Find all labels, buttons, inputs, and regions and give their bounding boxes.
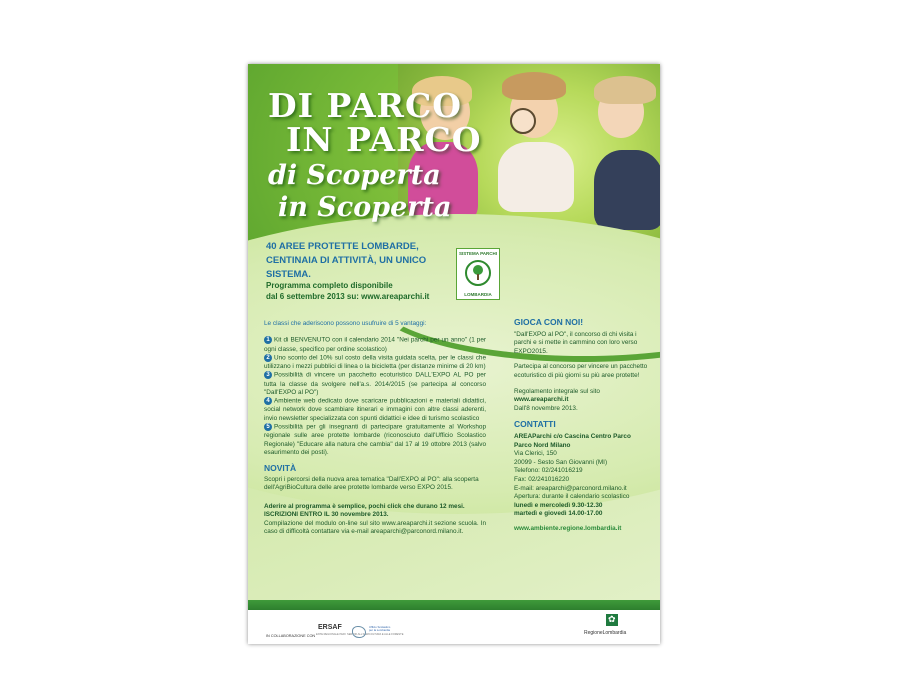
right-column bbox=[514, 318, 649, 533]
contact-org-1: AREAParchi c/o Cascina Centro Parco bbox=[514, 432, 631, 440]
fax: Fax: 02/241016220 bbox=[514, 475, 570, 483]
collab-label: IN COLLABORAZIONE CON bbox=[266, 634, 316, 638]
footer bbox=[248, 610, 660, 644]
magnifier-icon bbox=[510, 108, 536, 134]
child-hair-2 bbox=[502, 72, 566, 100]
regione-lombardia-icon: ✿ bbox=[606, 614, 618, 626]
headline bbox=[266, 240, 456, 282]
footer-band bbox=[248, 600, 660, 610]
opening-info: Apertura: durante il calendario scolastico bbox=[514, 493, 630, 501]
gioca-text-1: "Dall'EXPO al PO", il concorso di chi visita i parchi e si mette in cammino con loro verso EXPO2015. bbox=[514, 330, 638, 355]
regione-lombardia-name: RegioneLombardia bbox=[584, 630, 627, 636]
advantage-item bbox=[264, 371, 486, 397]
lombardy-map-icon bbox=[352, 626, 366, 638]
hours-2: martedì e giovedì 14.00-17.00 bbox=[514, 510, 603, 518]
sistema-parchi-logo bbox=[456, 248, 500, 300]
hours-1: lunedì e mercoledì 9.30-12.30 bbox=[514, 501, 603, 509]
advantage-item bbox=[264, 336, 486, 354]
advantage-text: Kit di BENVENUTO con il calendario 2014 "Nei parchi per un anno" (1 per ogni classe, specifico per ordine scolastico) bbox=[264, 337, 486, 353]
address-1: Via Clerici, 150 bbox=[514, 450, 557, 458]
program-line-1: Programma completo disponibile bbox=[266, 281, 393, 290]
number-badge-icon: 3 bbox=[264, 371, 272, 379]
novita-title: NOVITÀ bbox=[264, 462, 297, 473]
advantages-intro: Le classi che aderiscono possono usufruire di 5 vantaggi: bbox=[264, 320, 427, 327]
novita-text: Scopri i percorsi della nuova area tematica "Dall'EXPO al PO": alla scoperta dell'AgriBioCultura delle aree protette lombarde verso EXPO 2015. bbox=[264, 475, 479, 492]
title-line-1: DI PARCO bbox=[268, 86, 462, 125]
child-shirt-3 bbox=[594, 150, 660, 230]
ersaf-subtitle: ENTE REGIONALE PER I SERVIZI ALL'AGRICOLTURA E ALLE FORESTE bbox=[316, 633, 404, 636]
headline-line-2: CENTINAIA DI ATTIVITÀ, UN UNICO SISTEMA. bbox=[266, 255, 427, 280]
email-link[interactable]: E-mail: areaparchi@parconord.milano.it bbox=[514, 484, 627, 492]
contatti-title: CONTATTI bbox=[514, 419, 556, 430]
logo-text: SISTEMA PARCHI bbox=[458, 251, 497, 256]
program-info bbox=[266, 280, 456, 302]
child-hair-3 bbox=[594, 76, 656, 104]
script-title-line-2: in Scoperta bbox=[278, 192, 452, 223]
program-line-2: dal 6 settembre 2013 su: www.areaparchi.it bbox=[266, 292, 430, 301]
ersaf-logo: ERSAF bbox=[318, 624, 342, 631]
advantage-text: Possibilità di vincere un pacchetto ecoturistico DALL'EXPO AL PO per tutta la classe da svolgere nell'a.s. 2014/2015 (se partecipa al concorso "Dall'EXPO al PO") bbox=[264, 372, 486, 396]
rules-line: Regolamento integrale sul sito bbox=[514, 387, 600, 395]
ufficio-scolastico-logo: Ufficio Scolastico per la Lombardia bbox=[369, 625, 391, 633]
join-line-2: ISCRIZIONI ENTRO IL 30 novembre 2013. bbox=[264, 511, 389, 519]
advantage-text: Ambiente web dedicato dove scaricare pubblicazioni e materiali didattici, social network dove scambiare itinerari e immagini con altre classi aderenti, invio newsletter specializzata con spunti didattici e idee di turismo scolastico bbox=[264, 398, 486, 422]
advantage-text: Possibilità per gli insegnanti di partecipare gratuitamente al Workshop regionale sulle aree protette lombarde (riconosciuto dall'Ufficio Scolastico Regionale) "Educare alla natura che cambia" dal 17 al 19 ottobre 2013 (salvo esaurimento dei posti). bbox=[264, 423, 486, 457]
child-shirt-2 bbox=[498, 142, 574, 212]
contact-org-2: Parco Nord Milano bbox=[514, 441, 571, 449]
left-column bbox=[264, 320, 486, 536]
phone: Telefono: 02/241016219 bbox=[514, 467, 583, 475]
address-2: 20099 - Sesto San Giovanni (MI) bbox=[514, 458, 608, 466]
poster bbox=[248, 64, 660, 644]
number-badge-icon: 4 bbox=[264, 397, 272, 405]
number-badge-icon: 2 bbox=[264, 354, 272, 362]
advantage-text: Uno sconto del 10% sul costo della visita guidata scelta, per le classi che utilizzano i mezzi pubblici di linea o la bicicletta (per distanze minime di 20 km) bbox=[264, 354, 486, 370]
advantage-item bbox=[264, 354, 486, 372]
script-title-line-1: di Scoperta bbox=[268, 160, 441, 191]
tree-icon bbox=[465, 260, 491, 286]
rules-site-link[interactable]: www.areaparchi.it bbox=[514, 396, 569, 404]
logo-caption: LOMBARDIA bbox=[464, 292, 492, 297]
rules-date: Dall'8 novembre 2013. bbox=[514, 404, 578, 412]
headline-line-1: 40 AREE PROTETTE LOMBARDE, bbox=[266, 241, 419, 252]
join-text: Compilazione del modulo on-line sul sito www.areaparchi.it sezione scuola. In caso di difficoltà contattare via e-mail areaparchi@parconord.milano.it. bbox=[264, 519, 486, 535]
gioca-title: GIOCA CON NOI! bbox=[514, 317, 584, 327]
number-badge-icon: 5 bbox=[264, 423, 272, 431]
advantage-item bbox=[264, 397, 486, 423]
advantage-item bbox=[264, 423, 486, 457]
title-line-2: IN PARCO bbox=[286, 120, 482, 159]
join-line-1: Aderire al programma è semplice, pochi click che durano 12 mesi. bbox=[264, 502, 465, 510]
advantages-list bbox=[264, 336, 486, 457]
gioca-text-2: Partecipa al concorso per vincere un pacchetto ecoturistico di più giorni su più aree protette! bbox=[514, 363, 648, 379]
web-link[interactable]: www.ambiente.regione.lombardia.it bbox=[514, 524, 622, 532]
number-badge-icon: 1 bbox=[264, 336, 272, 344]
